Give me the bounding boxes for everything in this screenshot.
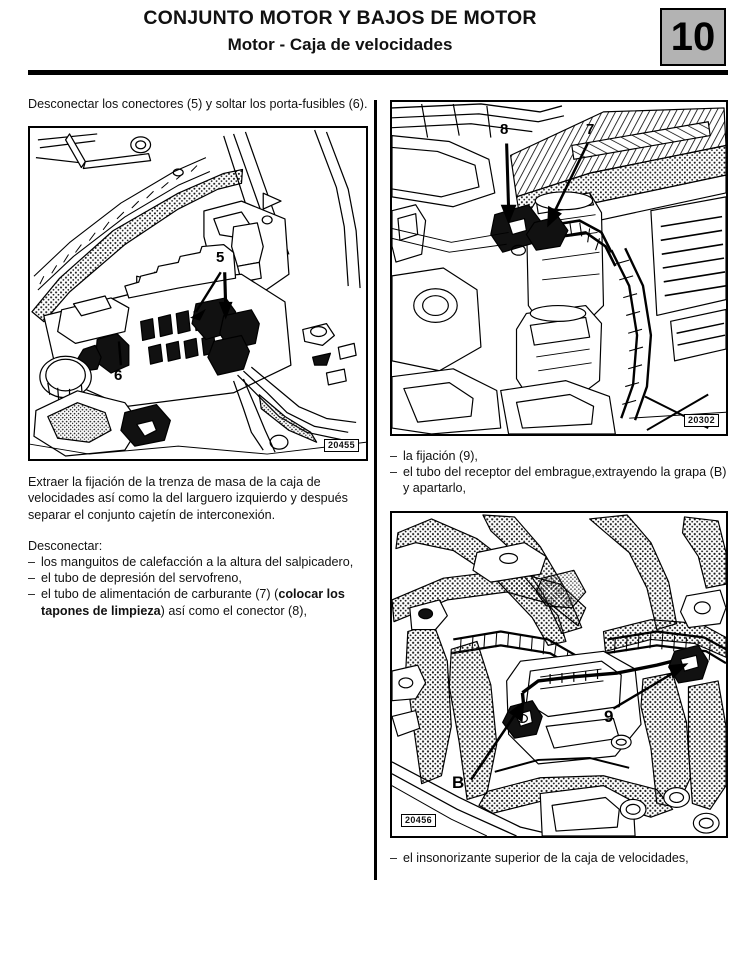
list-dash: – (28, 587, 36, 602)
column-divider (374, 100, 377, 880)
left-disconnect-list (28, 554, 368, 619)
list-item (390, 448, 728, 464)
list-item-text: el insonorizante superior de la caja de velocidades, (403, 850, 689, 865)
list-item-text: el tubo del receptor del embrague,extrayendo la grapa (B) y apartarlo, (403, 465, 727, 496)
list-item-text-before: el tubo de alimentación de carburante (7) ( (41, 587, 279, 602)
page-subtitle: Motor - Caja de velocidades (227, 35, 453, 54)
chapter-number-box (660, 8, 726, 66)
figure-20456 (390, 511, 728, 838)
figure-20455-illustration (30, 128, 366, 459)
right-disconnect-list-1 (390, 448, 728, 497)
list-dash: – (28, 555, 36, 570)
figure-20455-callout-6: 6 (114, 367, 123, 385)
figure-20302-callout-8: 8 (500, 121, 509, 138)
list-dash: – (390, 850, 398, 865)
right-disconnect-list-2 (390, 850, 728, 866)
figure-20302-callout-7: 7 (586, 121, 595, 138)
list-dash: – (390, 465, 398, 480)
left-paragraph-2: Extraer la fijación de la trenza de masa de la caja de velocidades así como la del larguero izquierdo y después separar el conjunto cajetín de interconexión. (28, 475, 348, 522)
left-paragraph-3: Desconectar: (28, 538, 103, 553)
list-item-text: la fijación (9), (403, 449, 478, 463)
figure-20455-code: 20455 (324, 439, 359, 452)
figure-20302-illustration (392, 102, 726, 434)
list-item-bold: colocar los tapones de limpieza (41, 587, 345, 618)
list-item (28, 554, 368, 570)
page-title: CONJUNTO MOTOR Y BAJOS DE MOTOR (143, 7, 537, 29)
chapter-number: 10 (670, 15, 716, 59)
list-item (390, 464, 728, 496)
page-header (0, 0, 737, 80)
header-titles (40, 6, 640, 56)
list-item (28, 586, 368, 618)
right-column (390, 96, 728, 866)
list-item (390, 850, 728, 866)
figure-20302 (390, 100, 728, 436)
list-item-text: el tubo de depresión del servofreno, (41, 571, 242, 586)
left-column (28, 96, 368, 619)
list-item-text-after: ) así como el conector (8), (160, 603, 307, 618)
list-item-text: los manguitos de calefacción a la altura del salpicadero, (41, 555, 354, 570)
list-item (28, 570, 368, 586)
list-dash: – (390, 449, 398, 463)
figure-20455-callout-5: 5 (216, 249, 225, 267)
figure-20302-code: 20302 (684, 414, 719, 427)
figure-20456-code: 20456 (401, 814, 436, 827)
figure-20456-callout-B: B (452, 772, 465, 792)
figure-20456-illustration (392, 513, 726, 836)
figure-20456-callout-9: 9 (604, 706, 614, 726)
list-dash: – (28, 571, 36, 586)
left-intro-paragraph: Desconectar los conectores (5) y soltar los porta-fusibles (6). (28, 97, 368, 111)
figure-20455 (28, 126, 368, 461)
header-rule (28, 70, 728, 75)
